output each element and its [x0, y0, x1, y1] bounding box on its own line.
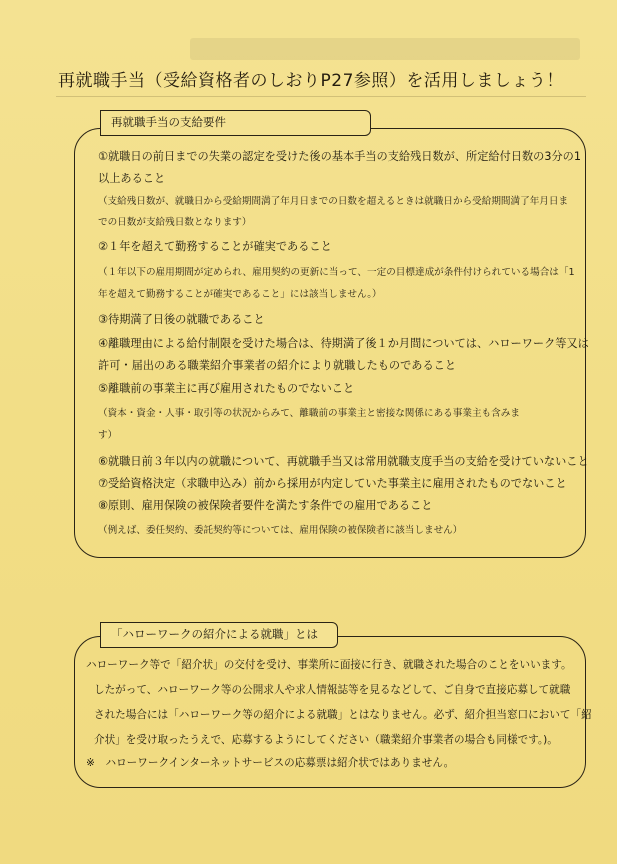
requirement-line: ①就職日の前日までの失業の認定を受けた後の基本手当の支給残日数が、所定給付日数の3分の1 — [98, 150, 581, 163]
page-title: 再就職手当（受給資格者のしおりP27参照）を活用しましょう！ — [58, 71, 564, 91]
requirement-line: ⑧原則、雇用保険の被保険者要件を満たす条件での雇用であること — [98, 499, 433, 512]
requirement-note: （支給残日数が、就職日から受給期間満了年月日までの日数を超えるときは就職日から受給期間満了年月日ま — [98, 196, 569, 207]
requirement-note: す） — [98, 430, 118, 441]
requirement-note: 年を超えて勤務することが確実であること」には該当しません。） — [98, 289, 382, 300]
requirement-line: 許可・届出のある職業紹介事業者の紹介により就職したものであること — [98, 359, 457, 372]
requirement-line: ④離職理由による給付制限を受けた場合は、待期満了後１か月間については、ハローワーク等又は — [98, 337, 589, 350]
title-divider — [56, 96, 586, 97]
hellowork-paragraph-line: ハローワーク等で「紹介状」の交付を受け、事業所に面接に行き、就職された場合のことをいいます。 — [86, 659, 572, 671]
hellowork-paragraph-line: したがって、ハローワーク等の公開求人や求人情報誌等を見るなどして、ご自身で直接応募して就職 — [94, 684, 571, 696]
requirements-heading: 再就職手当の支給要件 — [100, 110, 371, 136]
requirement-line: 以上あること — [98, 172, 166, 185]
requirement-note: （例えば、委任契約、委託契約等については、雇用保険の被保険者に該当しません） — [98, 525, 463, 536]
hellowork-paragraph-line: 介状」を受け取ったうえで、応募するようにしてください（職業紹介事業者の場合も同様です。)。 — [94, 734, 558, 746]
requirement-line: ⑦受給資格決定（求職申込み）前から採用が内定していた事業主に雇用されたものでないこと — [98, 477, 567, 490]
requirement-line: ⑥就職日前３年以内の就職について、再就職手当又は常用就職支度手当の支給を受けていないこと — [98, 455, 589, 468]
hellowork-note: ※ ハローワークインターネットサービスの応募票は紹介状ではありません。 — [86, 757, 455, 769]
hellowork-heading: 「ハローワークの紹介による就職」とは — [100, 622, 338, 648]
hellowork-paragraph-line: された場合には「ハローワーク等の紹介による就職」とはなりません。必ず、紹介担当窓口において「紹 — [94, 709, 592, 721]
bleed-through-shadow — [190, 38, 580, 60]
requirement-note: での日数が支給残日数となります） — [98, 217, 252, 228]
requirement-line: ③待期満了日後の就職であること — [98, 313, 265, 326]
requirement-note: （１年以下の雇用期間が定められ、雇用契約の更新に当って、一定の目標達成が条件付けられている場合は「1 — [98, 267, 575, 278]
requirement-line: ②１年を超えて勤務することが確実であること — [98, 240, 332, 253]
requirement-note: （資本・資金・人事・取引等の状況からみて、離職前の事業主と密接な関係にある事業主も含みま — [98, 408, 520, 419]
requirement-line: ⑤離職前の事業主に再び雇用されたものでないこと — [98, 382, 355, 395]
